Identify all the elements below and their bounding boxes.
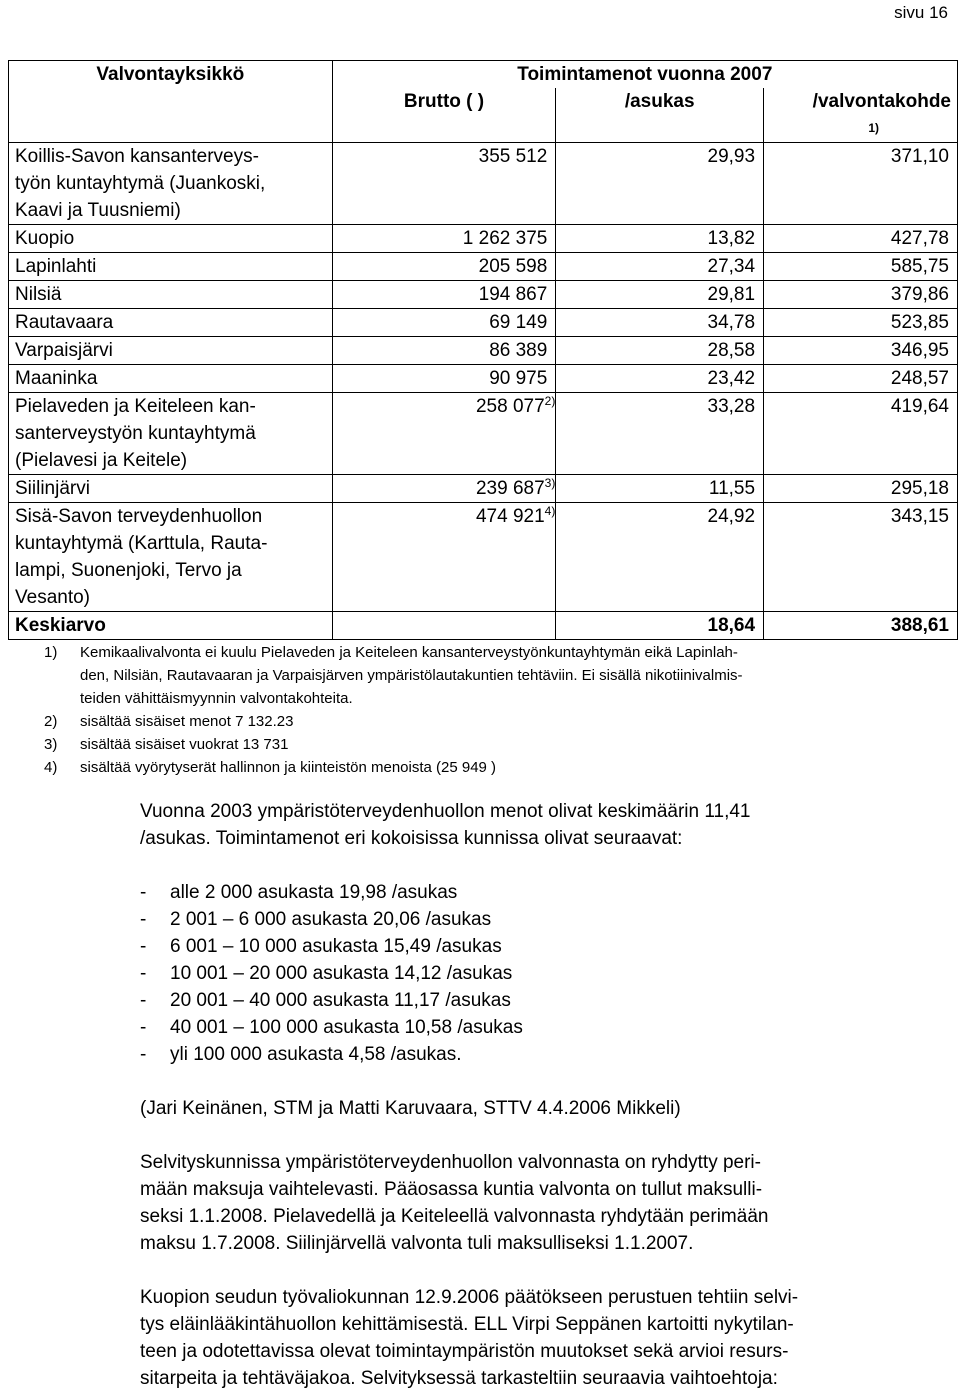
table-row xyxy=(9,309,958,337)
average-label: Keskiarvo xyxy=(9,612,333,640)
list-dash: - xyxy=(140,882,147,903)
brutto-column-header: Brutto ( ) xyxy=(332,88,556,115)
table-header-row xyxy=(9,61,958,89)
average-row xyxy=(9,612,958,640)
page-number: sivu 16 xyxy=(894,3,948,22)
list-item-text: yli 100 000 asukasta 4,58 /asukas. xyxy=(170,1044,462,1065)
list-dash: - xyxy=(140,909,147,930)
list-dash: - xyxy=(140,1044,147,1065)
table-row xyxy=(9,143,958,225)
list-item xyxy=(140,906,930,933)
footnote-number: 2) xyxy=(44,713,58,730)
table-row xyxy=(9,365,958,393)
expenses-group-header: Toimintamenot vuonna 2007 xyxy=(332,61,957,89)
per-resident-cell: 13,82 xyxy=(556,225,764,253)
per-resident-cell: 33,28 xyxy=(556,393,764,475)
per-resident-cell: 27,34 xyxy=(556,253,764,281)
footnotes xyxy=(44,641,944,779)
per-site-cell: 371,10 xyxy=(764,143,958,225)
per-site-cell: 248,57 xyxy=(764,365,958,393)
per-site-cell: 427,78 xyxy=(764,225,958,253)
per-resident-cell: 34,78 xyxy=(556,309,764,337)
expenses-table xyxy=(8,60,958,640)
unit-cell: Kuopio xyxy=(9,225,333,253)
fees-paragraph: Selvityskunnissa ympäristöterveydenhuollon valvonnasta on ryhdytty peri- mään maksuja vaihtelevasti. Pääosassa kuntia valvonta on tullut maksulli- seksi 1.1.2008. Pielavedellä ja Keiteleellä valvonnasta ryhdytään perimään maksu 1.7.2008. Siilinjärvellä valvonta tuli maksulliseksi 1.1.2007. xyxy=(140,1152,769,1254)
average-per-site: 388,61 xyxy=(764,612,958,640)
footnote xyxy=(44,710,944,733)
brutto-cell: 194 867 xyxy=(332,281,556,309)
per-site-cell: 346,95 xyxy=(764,337,958,365)
list-item xyxy=(140,879,930,906)
footnote-number: 3) xyxy=(44,736,58,753)
per-resident-cell: 29,93 xyxy=(556,143,764,225)
list-dash: - xyxy=(140,1017,147,1038)
per-resident-column-header: /asukas xyxy=(556,88,764,115)
unit-cell: Lapinlahti xyxy=(9,253,333,281)
list-item xyxy=(140,1041,930,1068)
brutto-cell: 205 598 xyxy=(332,253,556,281)
veterinary-paragraph: Kuopion seudun työvaliokunnan 12.9.2006 päätökseen perustuen tehtiin selvi- tys eläinlääkintähuollon kehittämisestä. ELL Virpi Seppänen kartoitti nykytilan- teen ja odotettavissa olevat toimintaympäristön muutokset sekä arvioi resurs- sitarpeita ja tehtäväjakoa. Selvityksessä tarkasteltiin seuraavia vaihtoehtoja: xyxy=(140,1287,799,1389)
brutto-cell: 355 512 xyxy=(332,143,556,225)
table-row xyxy=(9,281,958,309)
footnote-text: sisältää sisäiset vuokrat 13 731 xyxy=(80,736,289,753)
per-site-cell: 419,64 xyxy=(764,393,958,475)
per-site-column-header: /valvontakohde xyxy=(764,88,958,115)
brutto-cell: 258 077$^{2)}$ xyxy=(332,393,556,475)
list-item-text: 6 001 – 10 000 asukasta 15,49 /asukas xyxy=(170,936,502,957)
table-row xyxy=(9,337,958,365)
per-site-cell: 295,18 xyxy=(764,475,958,503)
table-row xyxy=(9,225,958,253)
list-dash: - xyxy=(140,990,147,1011)
brutto-footnote-ref: 4) xyxy=(544,504,556,518)
body-text xyxy=(140,798,930,1392)
unit-cell: Sisä-Savon terveydenhuollon kuntayhtymä (Karttula, Rauta- lampi, Suonenjoki, Tervo ja Vesanto) xyxy=(9,503,333,612)
per-resident-cell: 23,42 xyxy=(556,365,764,393)
unit-cell: Maaninka xyxy=(9,365,333,393)
list-item xyxy=(140,933,930,960)
list-dash: - xyxy=(140,963,147,984)
per-resident-cell: 11,55 xyxy=(556,475,764,503)
brutto-cell: 90 975 xyxy=(332,365,556,393)
footnote xyxy=(44,756,944,779)
footnote-number: 4) xyxy=(44,759,58,776)
unit-cell: Pielaveden ja Keiteleen kan- santerveystyön kuntayhtymä (Pielavesi ja Keitele) xyxy=(9,393,333,475)
per-site-cell: 343,15 xyxy=(764,503,958,612)
footnote-text: sisältää vyörytyserät hallinnon ja kiinteistön menoista (25 949 ) xyxy=(80,759,497,776)
per-site-footnote-ref: 1) xyxy=(764,115,958,143)
brutto-cell: 69 149 xyxy=(332,309,556,337)
per-site-cell: 585,75 xyxy=(764,253,958,281)
list-item-text: 40 001 – 100 000 asukasta 10,58 /asukas xyxy=(170,1017,523,1038)
list-item-text: 10 001 – 20 000 asukasta 14,12 /asukas xyxy=(170,963,513,984)
average-per-resident: 18,64 xyxy=(556,612,764,640)
list-item-text: 20 001 – 40 000 asukasta 11,17 /asukas xyxy=(170,990,511,1011)
brutto-cell: 1 262 375 xyxy=(332,225,556,253)
cost-by-size-list xyxy=(140,879,930,1068)
per-resident-cell: 24,92 xyxy=(556,503,764,612)
per-resident-cell: 29,81 xyxy=(556,281,764,309)
footnote xyxy=(44,733,944,756)
unit-cell: Nilsiä xyxy=(9,281,333,309)
unit-cell: Siilinjärvi xyxy=(9,475,333,503)
brutto-cell: 86 389 xyxy=(332,337,556,365)
unit-cell: Koillis-Savon kansanterveys- työn kuntayhtymä (Juankoski, Kaavi ja Tuusniemi) xyxy=(9,143,333,225)
unit-cell: Rautavaara xyxy=(9,309,333,337)
brutto-footnote-ref: 2) xyxy=(544,394,556,408)
footnote xyxy=(44,641,944,710)
unit-column-header: Valvontayksikkö xyxy=(9,61,333,143)
table-row xyxy=(9,475,958,503)
average-brutto xyxy=(332,612,556,640)
brutto-cell: 474 921$^{4)}$ xyxy=(332,503,556,612)
list-item-text: 2 001 – 6 000 asukasta 20,06 /asukas xyxy=(170,909,492,930)
unit-cell: Varpaisjärvi xyxy=(9,337,333,365)
table-row xyxy=(9,393,958,475)
list-item xyxy=(140,960,930,987)
per-site-cell: 379,86 xyxy=(764,281,958,309)
list-dash: - xyxy=(140,936,147,957)
footnote-number: 1) xyxy=(44,644,58,661)
brutto-cell: 239 687$^{3)}$ xyxy=(332,475,556,503)
list-item xyxy=(140,987,930,1014)
brutto-footnote-ref: 3) xyxy=(544,476,556,490)
table-row xyxy=(9,253,958,281)
per-resident-cell: 28,58 xyxy=(556,337,764,365)
list-item-text: alle 2 000 asukasta 19,98 /asukas xyxy=(170,882,458,903)
per-site-cell: 523,85 xyxy=(764,309,958,337)
list-item xyxy=(140,1014,930,1041)
footnote-text: sisältää sisäiset menot 7 132.23 xyxy=(80,713,294,730)
footnote-text: Kemikaalivalvonta ei kuulu Pielaveden ja Keiteleen kansanterveystyönkuntayhtymän eikä Lapinlah- den, Nilsiän, Rautavaaran ja Varpaisjärven ympäristölautakuntien tehtäviin. Ei sisällä nikotiinivalmis- teiden vähittäismyynnin valvontakohteita. xyxy=(80,644,743,707)
source-citation: (Jari Keinänen, STM ja Matti Karuvaara, STTV 4.4.2006 Mikkeli) xyxy=(140,1098,681,1119)
intro-paragraph: Vuonna 2003 ympäristöterveydenhuollon menot olivat keskimäärin 11,41 /asukas. Toimintamenot eri kokoisissa kunnissa olivat seuraavat: xyxy=(140,801,751,849)
table-row xyxy=(9,503,958,612)
